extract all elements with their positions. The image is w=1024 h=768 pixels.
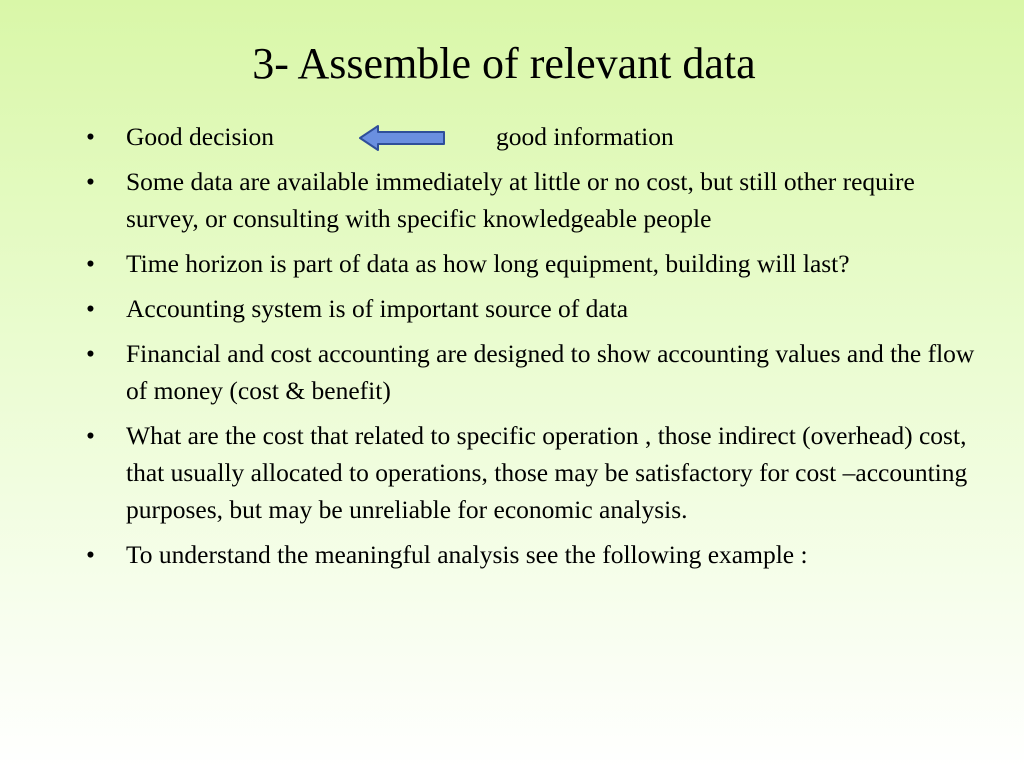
bullet-dot: • bbox=[86, 540, 95, 569]
bullet-dot: • bbox=[86, 167, 95, 196]
bullet-dot: • bbox=[86, 421, 95, 450]
bullet-item bbox=[82, 536, 982, 573]
bullet-list bbox=[82, 118, 982, 581]
bullet-text: What are the cost that related to specific operation , those indirect (overhead) cost, that usually allocated to operations, those may be satisfactory for cost –accounting purposes, but may be unreliable for economic analysis. bbox=[126, 421, 968, 524]
bullet-text: Accounting system is of important source of data bbox=[126, 294, 629, 323]
bullet-text: Some data are available immediately at little or no cost, but still other require survey, or consulting with specific knowledgeable people bbox=[126, 167, 915, 233]
bullet-item bbox=[82, 417, 982, 528]
left-arrow-icon bbox=[358, 124, 448, 152]
slide-title: 3- Assemble of relevant data bbox=[252, 39, 756, 88]
good-information-text: good information bbox=[496, 122, 674, 151]
bullet-dot: • bbox=[86, 122, 95, 151]
bullet-text: To understand the meaningful analysis see the following example : bbox=[126, 540, 808, 569]
bullet-dot: • bbox=[86, 294, 95, 323]
bullet-item bbox=[82, 290, 982, 327]
decision-information-line bbox=[126, 118, 982, 155]
good-decision-text: Good decision bbox=[126, 122, 275, 151]
bullet-text: Financial and cost accounting are designed to show accounting values and the flow of money (cost & benefit) bbox=[126, 339, 975, 405]
bullet-item bbox=[82, 245, 982, 282]
bullet-item bbox=[82, 335, 982, 409]
bullet-item bbox=[82, 163, 982, 237]
bullet-dot: • bbox=[86, 249, 95, 278]
bullet-item bbox=[82, 118, 982, 155]
bullet-dot: • bbox=[86, 339, 95, 368]
bullet-text: Time horizon is part of data as how long equipment, building will last? bbox=[126, 249, 850, 278]
